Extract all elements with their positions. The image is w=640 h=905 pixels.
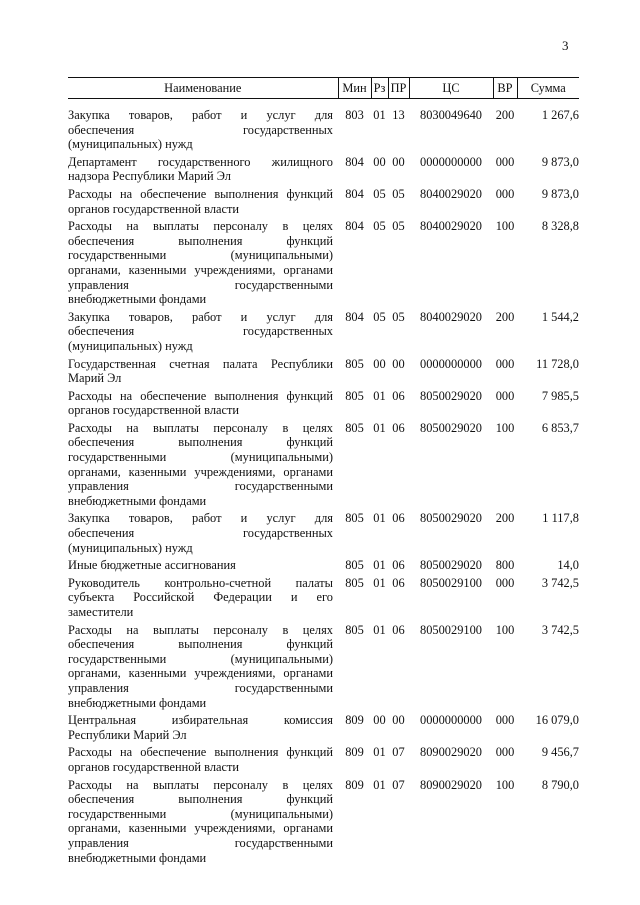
cell-vr: 200 bbox=[495, 309, 515, 324]
cell-name bbox=[68, 152, 338, 184]
name-line: органами, казенными учреждениями, органами bbox=[68, 821, 333, 836]
name-line: Расходы на обеспечение выполнения функций bbox=[68, 388, 333, 403]
name-line: надзора Республики Марий Эл bbox=[68, 169, 231, 184]
cell-pr: 06 bbox=[392, 420, 405, 435]
cell-min: 805 bbox=[345, 356, 364, 371]
cell-vr: 100 bbox=[495, 219, 515, 234]
cell-vr: 000 bbox=[495, 388, 515, 403]
cell-sum: 7 985,5 bbox=[541, 388, 579, 403]
name-line: управления государственными bbox=[68, 277, 333, 292]
cell-vr: 100 bbox=[495, 622, 515, 637]
name-line: обеспечения выполнения функций bbox=[68, 792, 333, 807]
name-line: обеспечения государственных bbox=[68, 324, 333, 339]
cell-min: 805 bbox=[345, 558, 364, 573]
cell-vr: 200 bbox=[495, 511, 515, 526]
cell-rz: 01 bbox=[373, 558, 386, 573]
table-row bbox=[68, 775, 579, 866]
cell-sum: 8 328,8 bbox=[541, 219, 579, 234]
cell-rz: 05 bbox=[373, 309, 386, 324]
name-line: органов государственной власти bbox=[68, 201, 240, 216]
cell-rz: 01 bbox=[373, 420, 386, 435]
table-row bbox=[68, 710, 579, 742]
name-line: обеспечения государственных bbox=[68, 122, 333, 137]
cell-rz: 01 bbox=[373, 511, 386, 526]
name-line: обеспечения государственных bbox=[68, 526, 333, 541]
name-line: Расходы на выплаты персоналу в целях bbox=[68, 219, 333, 234]
cell-pr: 13 bbox=[392, 108, 405, 122]
cell-min: 809 bbox=[345, 777, 364, 792]
cell-sum: 1 117,8 bbox=[542, 511, 579, 526]
cell-sum: 1 267,6 bbox=[541, 108, 579, 122]
cell-rz: 01 bbox=[373, 108, 386, 122]
cell-vr: 100 bbox=[495, 420, 515, 435]
name-line: государственными (муниципальными) bbox=[68, 651, 333, 666]
cell-cs: 8050029020 bbox=[420, 420, 482, 435]
name-line: Закупка товаров, работ и услуг для bbox=[68, 309, 333, 324]
name-line: внебюджетными фондами bbox=[68, 292, 207, 307]
cell-cs: 8050029100 bbox=[420, 622, 482, 637]
name-line: органами, казенными учреждениями, органами bbox=[68, 262, 333, 277]
cell-pr: 06 bbox=[392, 558, 405, 573]
name-line: Расходы на обеспечение выполнения функций bbox=[68, 745, 333, 760]
name-line: Закупка товаров, работ и услуг для bbox=[68, 108, 333, 122]
name-line: (муниципальных) нужд bbox=[68, 540, 193, 555]
table-body bbox=[68, 99, 579, 866]
name-line: управления государственными bbox=[68, 835, 333, 850]
page-number: 3 bbox=[562, 38, 569, 53]
cell-cs: 8030049640 bbox=[420, 108, 482, 122]
cell-sum: 1 544,2 bbox=[541, 309, 579, 324]
name-line: обеспечения выполнения функций bbox=[68, 233, 333, 248]
table-row bbox=[68, 508, 579, 555]
cell-pr: 06 bbox=[392, 622, 405, 637]
cell-vr: 000 bbox=[495, 745, 515, 760]
cell-rz: 00 bbox=[373, 713, 386, 728]
cell-name bbox=[68, 184, 338, 216]
header-rz: Рз bbox=[371, 78, 388, 99]
cell-sum: 9 456,7 bbox=[541, 745, 579, 760]
name-line: внебюджетными фондами bbox=[68, 850, 207, 865]
cell-cs: 8090029020 bbox=[420, 745, 482, 760]
table-row bbox=[68, 555, 579, 573]
name-line: органов государственной власти bbox=[68, 403, 240, 418]
cell-name bbox=[68, 775, 338, 866]
cell-pr: 06 bbox=[392, 511, 405, 526]
header-cs: ЦС bbox=[409, 78, 493, 99]
name-line: (муниципальных) нужд bbox=[68, 338, 193, 353]
cell-min: 809 bbox=[345, 713, 364, 728]
cell-cs: 8050029100 bbox=[420, 575, 482, 590]
name-line: Республики Марий Эл bbox=[68, 727, 187, 742]
cell-rz: 01 bbox=[373, 622, 386, 637]
table-row bbox=[68, 620, 579, 711]
cell-min: 805 bbox=[345, 622, 364, 637]
cell-sum: 8 790,0 bbox=[541, 777, 579, 792]
cell-vr: 000 bbox=[495, 186, 515, 201]
name-line: государственными (муниципальными) bbox=[68, 450, 333, 465]
cell-rz: 01 bbox=[373, 745, 386, 760]
cell-sum: 14,0 bbox=[557, 558, 579, 573]
cell-rz: 01 bbox=[373, 777, 386, 792]
cell-name bbox=[68, 573, 338, 620]
cell-name bbox=[68, 710, 338, 742]
cell-min: 805 bbox=[345, 575, 364, 590]
cell-sum: 11 728,0 bbox=[536, 356, 579, 371]
cell-name bbox=[68, 216, 338, 307]
cell-sum: 6 853,7 bbox=[541, 420, 579, 435]
name-line: органов государственной власти bbox=[68, 759, 240, 774]
cell-rz: 05 bbox=[373, 186, 386, 201]
cell-name bbox=[68, 620, 338, 711]
name-line: обеспечения выполнения функций bbox=[68, 637, 333, 652]
table-row bbox=[68, 307, 579, 354]
table-row bbox=[68, 386, 579, 418]
cell-pr: 00 bbox=[392, 154, 405, 169]
name-line: Марий Эл bbox=[68, 371, 122, 386]
cell-cs: 0000000000 bbox=[420, 713, 482, 728]
cell-sum: 3 742,5 bbox=[541, 575, 579, 590]
name-line: внебюджетными фондами bbox=[68, 695, 207, 710]
name-line: (муниципальных) нужд bbox=[68, 137, 193, 152]
name-line: субъекта Российской Федерации и его bbox=[68, 590, 333, 605]
name-line: государственными (муниципальными) bbox=[68, 248, 333, 263]
cell-name bbox=[68, 99, 338, 152]
name-line: внебюджетными фондами bbox=[68, 493, 207, 508]
cell-rz: 01 bbox=[373, 388, 386, 403]
name-line: Расходы на выплаты персоналу в целях bbox=[68, 622, 333, 637]
cell-vr: 800 bbox=[495, 558, 515, 573]
table-row bbox=[68, 354, 579, 386]
cell-name bbox=[68, 508, 338, 555]
cell-rz: 00 bbox=[373, 356, 386, 371]
cell-min: 804 bbox=[345, 154, 364, 169]
cell-cs: 0000000000 bbox=[420, 356, 482, 371]
cell-min: 804 bbox=[345, 186, 364, 201]
cell-cs: 8040029020 bbox=[420, 309, 482, 324]
header-sum: Сумма bbox=[517, 78, 579, 99]
cell-vr: 000 bbox=[495, 575, 515, 590]
cell-min: 805 bbox=[345, 420, 364, 435]
budget-table bbox=[68, 77, 579, 865]
name-line: Государственная счетная палата Республики bbox=[68, 356, 333, 371]
cell-pr: 05 bbox=[392, 186, 405, 201]
name-line: Расходы на обеспечение выполнения функций bbox=[68, 186, 333, 201]
name-line: Департамент государственного жилищного bbox=[68, 154, 333, 169]
cell-name bbox=[68, 555, 338, 573]
cell-min: 803 bbox=[345, 108, 364, 122]
cell-min: 809 bbox=[345, 745, 364, 760]
table-header-row bbox=[68, 78, 579, 99]
cell-name bbox=[68, 307, 338, 354]
table-row bbox=[68, 99, 579, 152]
cell-sum: 9 873,0 bbox=[541, 186, 579, 201]
cell-sum: 9 873,0 bbox=[541, 154, 579, 169]
cell-cs: 0000000000 bbox=[420, 154, 482, 169]
header-name: Наименование bbox=[68, 78, 338, 99]
cell-pr: 05 bbox=[392, 219, 405, 234]
cell-vr: 000 bbox=[495, 154, 515, 169]
name-line: управления государственными bbox=[68, 680, 333, 695]
table-row bbox=[68, 742, 579, 774]
cell-pr: 00 bbox=[392, 713, 405, 728]
name-line: управления государственными bbox=[68, 479, 333, 494]
cell-rz: 00 bbox=[373, 154, 386, 169]
cell-pr: 07 bbox=[392, 745, 405, 760]
cell-min: 804 bbox=[345, 309, 364, 324]
cell-name bbox=[68, 354, 338, 386]
table-row bbox=[68, 184, 579, 216]
cell-sum: 16 079,0 bbox=[535, 713, 579, 728]
cell-name bbox=[68, 742, 338, 774]
cell-pr: 06 bbox=[392, 575, 405, 590]
cell-cs: 8040029020 bbox=[420, 186, 482, 201]
table-row bbox=[68, 152, 579, 184]
cell-cs: 8050029020 bbox=[420, 511, 482, 526]
cell-name bbox=[68, 386, 338, 418]
cell-pr: 05 bbox=[392, 309, 405, 324]
cell-cs: 8090029020 bbox=[420, 777, 482, 792]
cell-pr: 06 bbox=[392, 388, 405, 403]
name-line: Центральная избирательная комиссия bbox=[68, 713, 333, 728]
name-line: Закупка товаров, работ и услуг для bbox=[68, 511, 333, 526]
cell-vr: 200 bbox=[495, 108, 515, 122]
header-pr: ПР bbox=[388, 78, 409, 99]
cell-min: 805 bbox=[345, 511, 364, 526]
name-line: Расходы на выплаты персоналу в целях bbox=[68, 777, 333, 792]
cell-vr: 000 bbox=[495, 356, 515, 371]
name-line: Иные бюджетные ассигнования bbox=[68, 558, 236, 573]
header-vr: ВР bbox=[493, 78, 517, 99]
cell-sum: 3 742,5 bbox=[541, 622, 579, 637]
header-min: Мин bbox=[338, 78, 371, 99]
cell-cs: 8050029020 bbox=[420, 558, 482, 573]
name-line: государственными (муниципальными) bbox=[68, 806, 333, 821]
name-line: органами, казенными учреждениями, органами bbox=[68, 666, 333, 681]
name-line: органами, казенными учреждениями, органами bbox=[68, 464, 333, 479]
cell-vr: 100 bbox=[495, 777, 515, 792]
cell-min: 805 bbox=[345, 388, 364, 403]
cell-cs: 8050029020 bbox=[420, 388, 482, 403]
table-row bbox=[68, 216, 579, 307]
cell-pr: 07 bbox=[392, 777, 405, 792]
table-row bbox=[68, 418, 579, 509]
cell-pr: 00 bbox=[392, 356, 405, 371]
cell-rz: 05 bbox=[373, 219, 386, 234]
cell-cs: 8040029020 bbox=[420, 219, 482, 234]
name-line: заместители bbox=[68, 605, 134, 619]
cell-min: 804 bbox=[345, 219, 364, 234]
cell-rz: 01 bbox=[373, 575, 386, 590]
cell-name bbox=[68, 418, 338, 509]
table-row bbox=[68, 573, 579, 620]
name-line: Руководитель контрольно-счетной палаты bbox=[68, 575, 333, 590]
cell-vr: 000 bbox=[495, 713, 515, 728]
name-line: обеспечения выполнения функций bbox=[68, 435, 333, 450]
name-line: Расходы на выплаты персоналу в целях bbox=[68, 420, 333, 435]
